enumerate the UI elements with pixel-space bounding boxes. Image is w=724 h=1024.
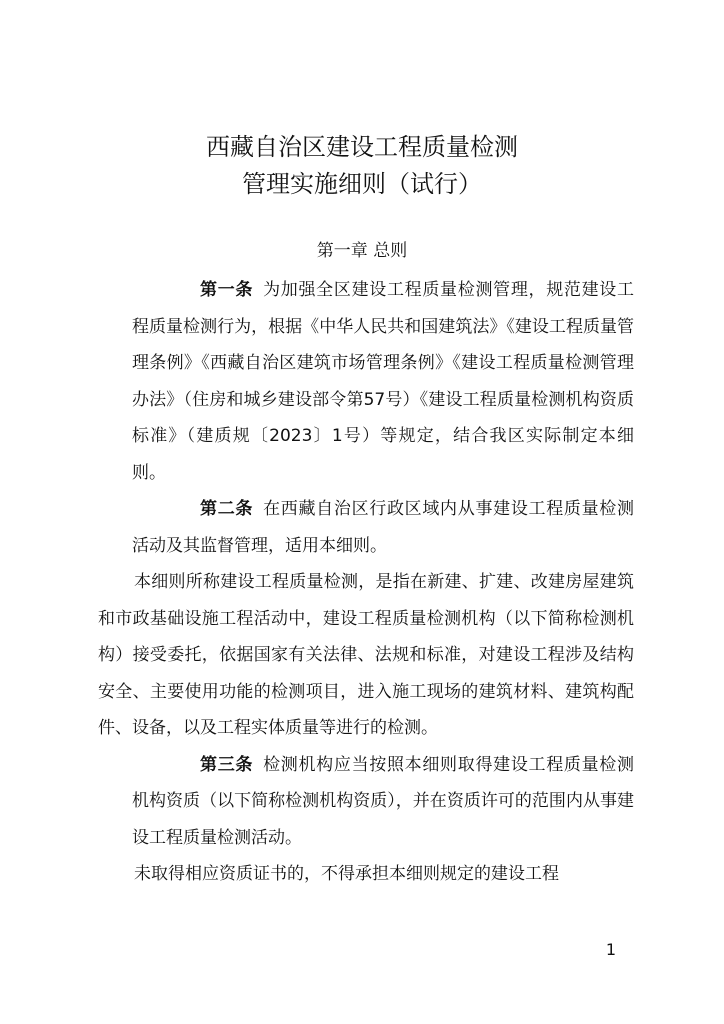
article-3-paragraph bbox=[98, 747, 634, 857]
article-text: 在西藏自治区行政区域内从事建设工程质量检测活动及其监督管理，适用本细则。 bbox=[132, 499, 635, 556]
article-text: 未取得相应资质证书的，不得承担本细则规定的建设工程 bbox=[134, 864, 559, 884]
document-title-line-1: 西藏自治区建设工程质量检测 bbox=[206, 133, 518, 161]
article-text: 为加强全区建设工程质量检测管理，规范建设工程质量检测行为，根据《中华人民共和国建筑法》《建设工程质量管理条例》《西藏自治区建筑市场管理条例》《建设工程质量检测管理办法》（住房和城乡建设部令第57号）《建设工程质量检测机构资质标准》（建质规〔2023〕1号）等规定，结合我区实际制定本细则。 bbox=[132, 280, 635, 483]
article-label: 第二条 bbox=[200, 499, 254, 519]
article-2-paragraph bbox=[98, 491, 634, 564]
document-title-line-2: 管理实施细则（试行） bbox=[242, 170, 482, 198]
article-label: 第三条 bbox=[200, 754, 254, 775]
article-2-continuation bbox=[0, 564, 634, 747]
chapter-heading: 第一章 总则 bbox=[316, 241, 408, 261]
article-text: 检测机构应当按照本细则取得建设工程质量检测机构资质（以下简称检测机构资质），并在资质许可的范围内从事建设工程质量检测活动。 bbox=[132, 754, 635, 848]
article-1-paragraph bbox=[98, 272, 634, 491]
document-body bbox=[98, 272, 634, 893]
article-3-continuation bbox=[98, 856, 634, 893]
page-number: 1 bbox=[605, 940, 616, 959]
article-text: 本细则所称建设工程质量检测，是指在新建、扩建、改建房屋建筑和市政基础设施工程活动中，建设工程质量检测机构（以下简称检测机构）接受委托，依据国家有关法律、法规和标准，对建设工程涉及结构安全、主要使用功能的检测项目，进入施工现场的建筑材料、建筑构配件、设备，以及工程实体质量等进行的检测。 bbox=[98, 572, 634, 738]
article-label: 第一条 bbox=[200, 280, 254, 300]
